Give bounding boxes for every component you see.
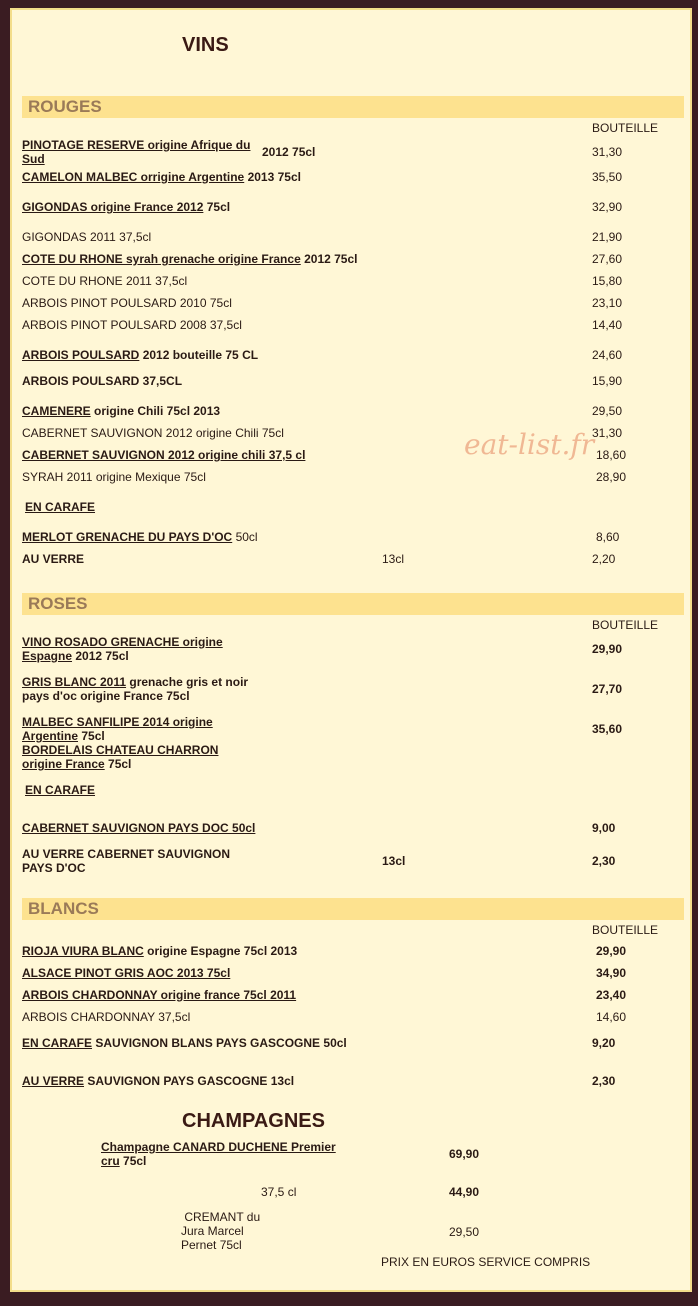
wine-name: COTE DU RHONE syrah grenache origine France 2012 75cl — [22, 252, 358, 266]
volume: 13cl — [382, 854, 406, 868]
price: 31,30 — [592, 426, 623, 440]
wine-name: MALBEC SANFILIPE 2014 origine Argentine 75cl BORDELAIS CHATEAU CHARRON origine France 75cl — [22, 715, 219, 771]
price: 8,60 — [596, 530, 620, 544]
menu-page — [10, 8, 692, 1292]
wine-name: AU VERRE — [22, 552, 85, 566]
price: 29,90 — [596, 944, 627, 958]
watermark: eat-list.fr — [464, 428, 595, 461]
wine-name: GRIS BLANC 2011 grenache gris et noir pays d'oc origine France 75cl — [22, 675, 249, 703]
wine-name: AU VERRE CABERNET SAUVIGNON PAYS D'OC — [22, 847, 231, 875]
wine-name: ARBOIS CHARDONNAY 37,5cl — [22, 1010, 191, 1024]
price: 9,00 — [592, 821, 616, 835]
column-header-bouteille: BOUTEILLE — [592, 618, 659, 632]
wine-name: ARBOIS POULSARD 37,5CL — [22, 374, 183, 388]
price: 28,90 — [596, 470, 627, 484]
wine-name: CREMANT du Jura Marcel Pernet 75cl — [181, 1210, 261, 1252]
price: 35,60 — [592, 722, 623, 736]
price: 31,30 — [592, 145, 623, 159]
price: 2,30 — [592, 1074, 616, 1088]
price: 2,30 — [592, 854, 616, 868]
section-header-rouges: ROUGES — [22, 96, 684, 118]
price: 18,60 — [596, 448, 627, 462]
price: 35,50 — [592, 170, 623, 184]
section-header-roses: ROSES — [22, 593, 684, 615]
price: 32,90 — [592, 200, 623, 214]
wine-name: ARBOIS CHARDONNAY origine france 75cl 2011 — [22, 988, 297, 1002]
wine-name: CABERNET SAUVIGNON 2012 origine Chili 75cl — [22, 426, 284, 440]
footer-note: PRIX EN EUROS SERVICE COMPRIS — [381, 1255, 591, 1269]
section-title-champagnes: CHAMPAGNES — [182, 1110, 325, 1132]
wine-name: SYRAH 2011 origine Mexique 75cl — [22, 470, 206, 484]
wine-name: ARBOIS PINOT POULSARD 2010 75cl — [22, 296, 232, 310]
subsection-carafe: EN CARAFE — [25, 500, 96, 514]
wine-name: AU VERRE SAUVIGNON PAYS GASCOGNE 13cl — [22, 1074, 295, 1088]
price: 29,50 — [449, 1225, 480, 1239]
price: 29,90 — [592, 642, 623, 656]
price: 34,90 — [596, 966, 627, 980]
wine-name: EN CARAFE SAUVIGNON BLANS PAYS GASCOGNE 50cl — [22, 1036, 347, 1050]
wine-name: ALSACE PINOT GRIS AOC 2013 75cl — [22, 966, 231, 980]
volume: 13cl — [382, 552, 405, 566]
wine-name: COTE DU RHONE 2011 37,5cl — [22, 274, 188, 288]
price: 23,40 — [596, 988, 627, 1002]
column-header-bouteille: BOUTEILLE — [592, 923, 659, 937]
price: 21,90 — [592, 230, 623, 244]
wine-name: GIGONDAS 2011 37,5cl — [22, 230, 152, 244]
page-title: VINS — [182, 34, 229, 56]
wine-name: VINO ROSADO GRENACHE origine Espagne 2012 75cl — [22, 635, 223, 663]
wine-name: GIGONDAS origine France 2012 75cl — [22, 200, 231, 214]
subsection-carafe: EN CARAFE — [25, 783, 96, 797]
wine-name: PINOTAGE RESERVE origine Afrique du Sud — [22, 138, 251, 166]
wine-name: ARBOIS POULSARD 2012 bouteille 75 CL — [22, 348, 259, 362]
price: 9,20 — [592, 1036, 616, 1050]
price: 44,90 — [449, 1185, 480, 1199]
section-header-blancs: BLANCS — [22, 898, 684, 920]
wine-name: CAMELON MALBEC orrigine Argentine 2013 75cl — [22, 170, 301, 184]
price: 14,40 — [592, 318, 623, 332]
price: 27,70 — [592, 682, 623, 696]
wine-name: CABERNET SAUVIGNON 2012 origine chili 37,5 cl — [22, 448, 306, 462]
price: 27,60 — [592, 252, 623, 266]
price: 2,20 — [592, 552, 616, 566]
price: 23,10 — [592, 296, 623, 310]
price: 29,50 — [592, 404, 623, 418]
price: 15,80 — [592, 274, 623, 288]
volume: 37,5 cl — [261, 1185, 297, 1199]
wine-name: CAMENERE origine Chili 75cl 2013 — [22, 404, 221, 418]
column-header-bouteille: BOUTEILLE — [592, 121, 659, 135]
wine-name: MERLOT GRENACHE DU PAYS D'OC 50cl — [22, 530, 258, 544]
wine-name: RIOJA VIURA BLANC origine Espagne 75cl 2013 — [22, 944, 298, 958]
price: 69,90 — [449, 1147, 480, 1161]
wine-name: CABERNET SAUVIGNON PAYS DOC 50cl — [22, 821, 256, 835]
price: 15,90 — [592, 374, 623, 388]
price: 24,60 — [592, 348, 623, 362]
price: 14,60 — [596, 1010, 627, 1024]
wine-name: ARBOIS PINOT POULSARD 2008 37,5cl — [22, 318, 242, 332]
wine-detail: 2012 75cl — [262, 145, 316, 159]
wine-name: Champagne CANARD DUCHENE Premier cru 75cl — [101, 1140, 336, 1168]
